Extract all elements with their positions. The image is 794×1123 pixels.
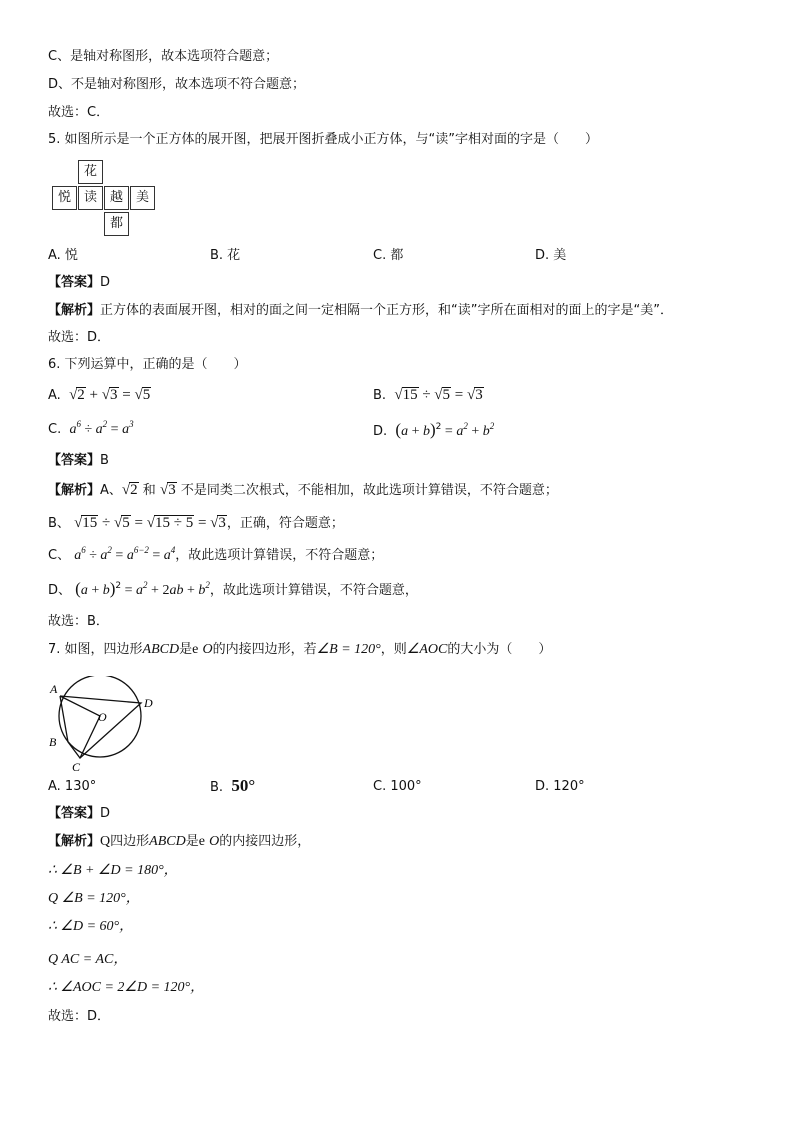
- q5-option-a: A. 悦: [48, 248, 78, 263]
- analysis-d-tail: ，故此选项计算错误，不符合题意，: [209, 583, 418, 598]
- angle-b: ∠B = 120°: [316, 642, 381, 657]
- q7-step-2: ∴ ∠B + ∠D = 180°，: [48, 863, 178, 878]
- net-cell-bottom: 都: [104, 212, 129, 236]
- analysis-text: 正方体的表面展开图，相对的面之间一定相隔一个正方形，和“读”字所在面相对的面上的字是“美”．: [100, 303, 673, 318]
- q6-option-b: B. √15 ÷ √5 = √3: [373, 387, 483, 403]
- q7-step-4: ∴ ∠D = 60°，: [48, 919, 134, 934]
- analysis-c-head: C、: [48, 548, 71, 563]
- q7-stem-d: ，则: [380, 642, 407, 657]
- analysis-text-a: 四边形: [110, 834, 150, 849]
- q7-stem-b: 是: [179, 642, 193, 657]
- prev-c-line: C、是轴对称图形，故本选项符合题意；: [48, 49, 279, 64]
- q7-stem-a: 7. 如图，四边形: [48, 642, 143, 657]
- q6-answer: [48, 452, 109, 470]
- label-b: B: [49, 735, 57, 749]
- net-cell-top: 花: [78, 160, 103, 184]
- analysis-a-head: A、: [100, 483, 122, 498]
- q7-step-6: ∴ ∠AOC = 2∠D = 120°，: [48, 980, 205, 995]
- option-label: D.: [373, 424, 388, 439]
- analysis-c-tail: ，故此选项计算错误，不符合题意；: [175, 548, 384, 563]
- net-cell-2: 读: [78, 186, 103, 210]
- q7-answer: [48, 805, 110, 823]
- option-label: A.: [48, 388, 61, 403]
- cube-net-figure: [52, 160, 156, 236]
- label-a: A: [50, 682, 58, 696]
- analysis-d-head: D、: [48, 583, 72, 598]
- q7-step-5: Q AC = AC，: [48, 952, 128, 967]
- prev-d-line: D、不是轴对称图形，故本选项不符合题意；: [48, 77, 306, 92]
- q6-analysis-c: C、 $a^6 \div a^2 = a^{6-2} = a^4$，故此选项计算错误，不符合题意；: [48, 545, 384, 563]
- q7-option-c: C. 100°: [373, 779, 422, 794]
- q6-analysis-a: 【解析】A、√2 和 √3 不是同类二次根式，不能相加，故此选项计算错误，不符合题意；: [48, 482, 558, 498]
- option-b-value: 50°: [231, 776, 256, 795]
- q6-analysis-b: B、 √15 ÷ √5 = √15 ÷ 5 = √3，正确，符合题意；: [48, 515, 344, 531]
- circle-symbol: e: [198, 834, 205, 849]
- answer-value: D: [100, 806, 111, 821]
- option-label: B.: [373, 388, 387, 403]
- net-cell-1: 悦: [52, 186, 77, 210]
- analysis-label: 【解析】: [48, 483, 101, 498]
- q7-option-a: A. 130°: [48, 779, 97, 794]
- q6-analysis-d: D、 $(a + b)^2 = a^2 + 2ab + b^2$，故此选项计算错误，不符合题意，: [48, 579, 418, 598]
- q5-stem: 5. 如图所示是一个正方体的展开图，把展开图折叠成小正方体，与“读”字相对面的字是（ ）: [48, 132, 599, 147]
- analysis-label: 【解析】: [48, 303, 101, 318]
- answer-label: 【答案】: [48, 453, 101, 468]
- label-o: O: [98, 710, 107, 724]
- q7-option-d: D. 120°: [535, 779, 585, 794]
- label-d: D: [144, 696, 153, 710]
- circle-quadrilateral-figure: [44, 676, 164, 772]
- net-cell-3: 越: [104, 186, 129, 210]
- analysis-text-c: 的内接四边形，: [219, 834, 311, 849]
- answer-value: B: [100, 453, 109, 468]
- analysis-b-tail: ，正确，符合题意；: [226, 516, 344, 531]
- q5-option-b: B. 花: [210, 248, 241, 263]
- analysis-a-tail: 不是同类二次根式，不能相加，故此选项计算错误，不符合题意；: [180, 483, 558, 498]
- quad-abcd: ABCD: [149, 834, 186, 849]
- analysis-a-mid: 和: [142, 483, 156, 498]
- q5-option-d: D. 美: [535, 248, 567, 263]
- q7-stem: [48, 641, 551, 659]
- q7-step-3: Q ∠B = 120°，: [48, 891, 140, 906]
- q7-select: 故选：D．: [48, 1009, 111, 1024]
- label-c: C: [72, 760, 81, 772]
- net-cell-4: 美: [130, 186, 155, 210]
- option-label: B.: [210, 780, 224, 795]
- q5-analysis: [48, 302, 673, 320]
- q5-select: 故选：D．: [48, 330, 111, 345]
- q7-option-b: [210, 777, 255, 797]
- analysis-label: 【解析】: [48, 834, 101, 849]
- circle-symbol: e: [192, 642, 199, 657]
- answer-label: 【答案】: [48, 275, 101, 290]
- analysis-b-head: B、: [48, 516, 70, 531]
- analysis-text-b: 是: [185, 834, 199, 849]
- q6-option-a: A. √2 + √3 = √5: [48, 387, 151, 403]
- quad-abcd: ABCD: [142, 642, 180, 657]
- quadrilateral-abcd: [60, 696, 141, 758]
- circle-o: O: [209, 834, 220, 849]
- prev-select-line: 故选：C．: [48, 105, 110, 120]
- angle-aoc: ∠AOC: [406, 642, 448, 657]
- q6-option-d: D. $(a + b)^2 = a^2 + b^2$: [373, 420, 495, 439]
- q7-stem-e: 的大小为（ ）: [447, 642, 552, 657]
- circle-o: O: [202, 642, 213, 657]
- q6-select: 故选：B．: [48, 614, 109, 629]
- because-symbol: Q: [100, 834, 111, 849]
- q5-option-c: C. 都: [373, 248, 404, 263]
- answer-label: 【答案】: [48, 806, 101, 821]
- answer-value: D: [100, 275, 111, 290]
- q5-answer: [48, 274, 110, 292]
- q6-stem: 6. 下列运算中，正确的是（ ）: [48, 357, 247, 372]
- q7-analysis-1: [48, 833, 310, 851]
- q7-stem-c: 的内接四边形，若: [212, 642, 317, 657]
- q6-option-c: C. $a^6 \div a^2 = a^3$: [48, 419, 134, 437]
- option-label: C.: [48, 422, 62, 437]
